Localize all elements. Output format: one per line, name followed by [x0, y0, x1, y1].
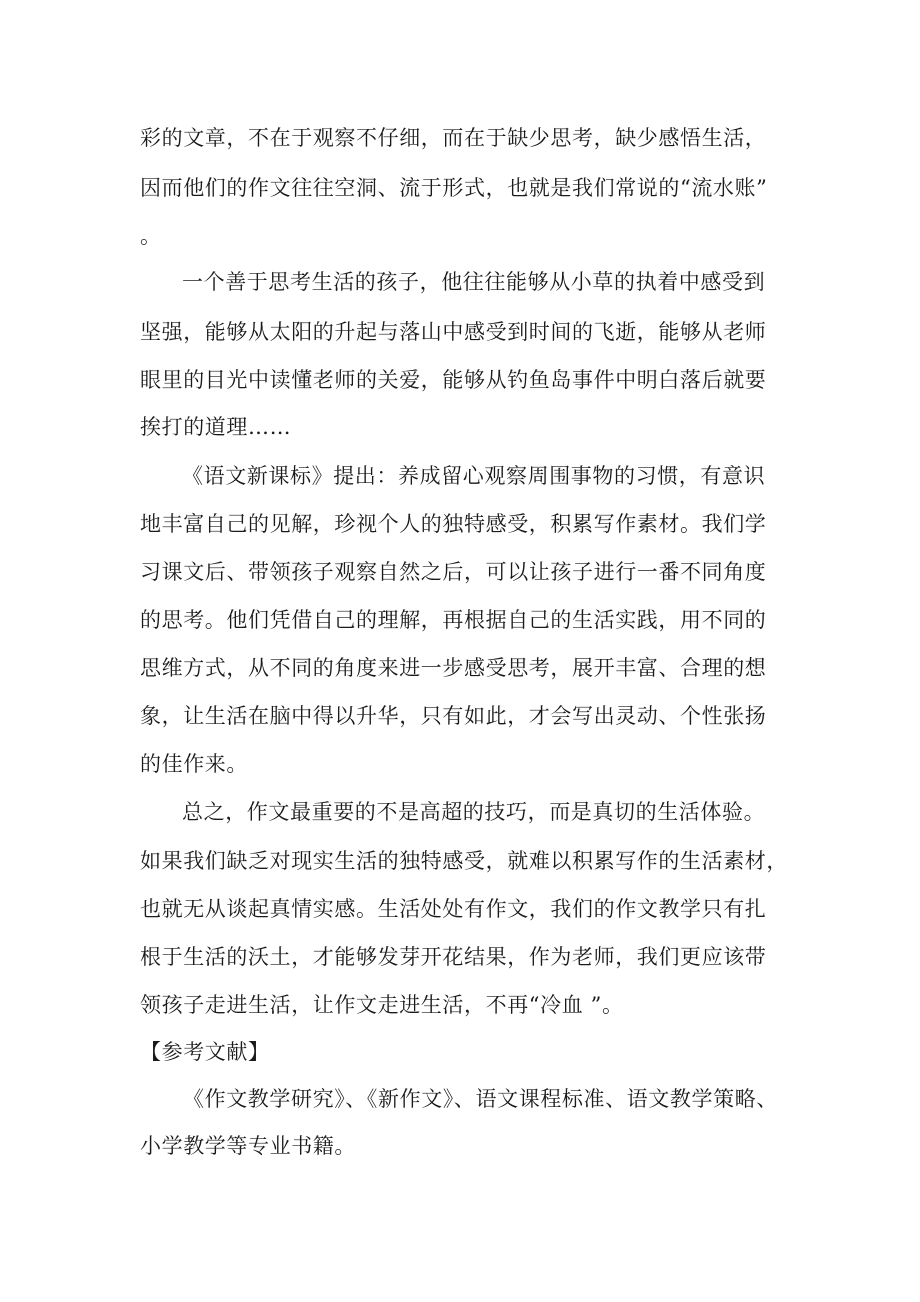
paragraph-line: 眼里的目光中读懂老师的关爱，能够从钓鱼岛事件中明白落后就要 [140, 368, 767, 392]
paragraph-line: 坚强，能够从太阳的升起与落山中感受到时间的飞逝，能够从老师 [140, 320, 767, 344]
paragraph-line: 因而他们的作文往往空洞、流于形式，也就是我们常说的“流水账” [140, 176, 768, 200]
paragraph-line: 一个善于思考生活的孩子，他往往能够从小草的执着中感受到 [182, 270, 766, 294]
paragraph-line: 挨打的道理…… [140, 415, 292, 439]
references-heading: 【参考文献】 [140, 1040, 270, 1064]
paragraph-line: 《语文新课标》提出：养成留心观察周围事物的习惯，有意识 [182, 464, 766, 488]
paragraph-line: 也就无从谈起真情实感。生活处处有作文，我们的作文教学只有扎 [140, 897, 767, 921]
paragraph-line: 思维方式，从不同的角度来进一步感受思考，展开丰富、合理的想 [140, 656, 767, 680]
reference-line: 《作文教学研究》、《新作文》、语文课程标准、语文教学策略、 [183, 1087, 778, 1111]
paragraph-line: 总之，作文最重要的不是高超的技巧，而是真切的生活体验。 [182, 800, 766, 824]
paragraph-line: 象，让生活在脑中得以升华，只有如此，才会写出灵动、个性张扬 [140, 704, 767, 728]
paragraph-line: 地丰富自己的见解，珍视个人的独特感受，积累写作素材。我们学 [140, 512, 767, 536]
paragraph-line: 彩的文章，不在于观察不仔细，而在于缺少思考，缺少感悟生活， [140, 126, 767, 150]
paragraph-line: 的思考。他们凭借自己的理解，再根据自己的生活实践，用不同的 [140, 608, 767, 632]
paragraph-line: 习课文后、带领孩子观察自然之后，可以让孩子进行一番不同角度 [140, 560, 767, 584]
paragraph-line: 领孩子走进生活，让作文走进生活，不再“冷血 ”。 [140, 993, 624, 1017]
reference-line: 小学教学等专业书籍。 [140, 1134, 356, 1158]
paragraph-line: 根于生活的沃土，才能够发芽开花结果，作为老师，我们更应该带 [140, 945, 767, 969]
paragraph-line: 。 [140, 224, 162, 248]
paragraph-line: 如果我们缺乏对现实生活的独特感受，就难以积累写作的生活素材， [140, 849, 788, 873]
paragraph-line: 的佳作来。 [140, 752, 248, 776]
